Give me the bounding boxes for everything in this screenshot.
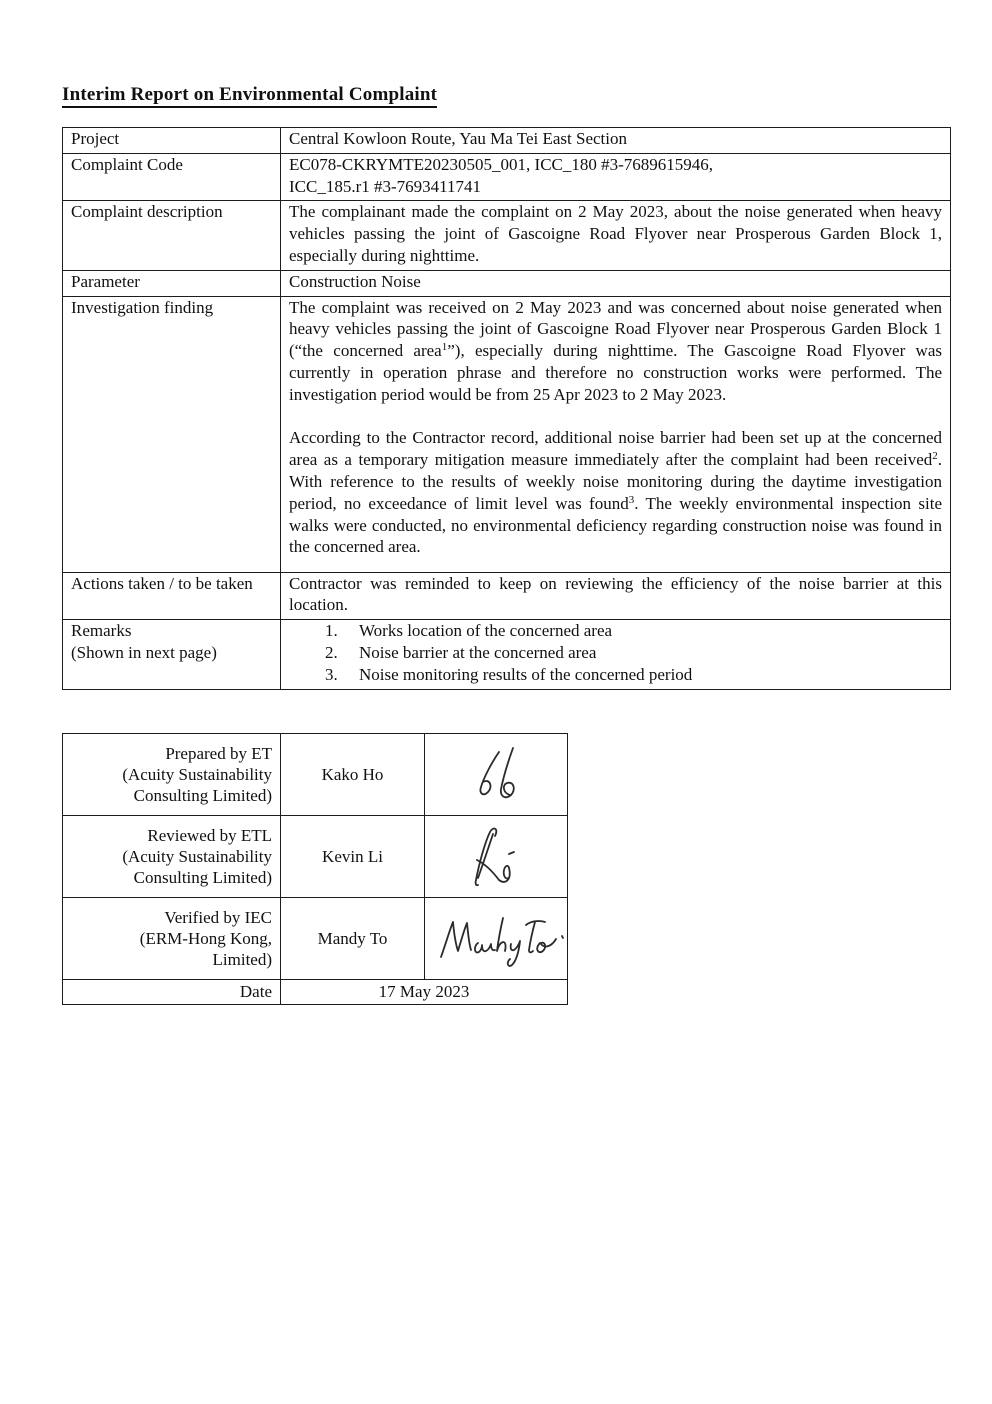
signature-cell xyxy=(425,897,568,979)
signature-table xyxy=(62,733,568,1005)
table-row xyxy=(63,572,951,620)
list-number: 3. xyxy=(325,664,338,684)
paragraph: Contractor was reminded to keep on reviewing the efficiency of the noise barrier at this location. xyxy=(289,573,942,615)
signatory-name: Kevin Li xyxy=(281,815,425,897)
signatory-name: Kako Ho xyxy=(281,733,425,815)
signature-role-label: Reviewed by ETL (Acuity Sustainability Consulting Limited) xyxy=(63,815,281,897)
row-label: Complaint description xyxy=(63,201,281,270)
footnote-marker: 1 xyxy=(441,341,448,354)
row-value xyxy=(281,296,951,572)
row-label: Actions taken / to be taken xyxy=(63,572,281,620)
list-text: Works location of the concerned area xyxy=(359,621,613,641)
page-title: Interim Report on Environmental Complaint xyxy=(62,84,992,106)
list-number: 1. xyxy=(325,621,338,641)
complaint-report-table xyxy=(62,127,951,690)
signature-kevin-li xyxy=(433,820,563,892)
signature-kako-ho xyxy=(436,740,556,808)
row-value xyxy=(281,201,951,270)
paragraph: The complaint was received on 2 May 2023 and was concerned about noise generated when heavy vehicles passing the joint of Gascoigne Road Flyover near Prosperous Garden Block 1 (“the concerned area$^1$”), especially during nighttime. The Gascoigne Road Flyover was currently in operation phrase and therefore no construction works were performed. The investigation period would be from 25 Apr 2023 to 2 May 2023. xyxy=(289,297,942,404)
date-row xyxy=(63,979,568,1004)
list-text: Noise monitoring results of the concerned period xyxy=(359,664,693,684)
signature-cell xyxy=(425,733,568,815)
remarks-list xyxy=(289,620,942,685)
row-label: Remarks (Shown in next page) xyxy=(63,620,281,689)
footnote-marker: 3 xyxy=(628,493,635,506)
row-value: Central Kowloon Route, Yau Ma Tei East Section xyxy=(281,128,951,154)
row-value: Construction Noise xyxy=(281,270,951,296)
signature-row xyxy=(63,733,568,815)
footnote-marker: 2 xyxy=(932,450,938,463)
date-label: Date xyxy=(63,979,281,1004)
date-value: 17 May 2023 xyxy=(281,979,568,1004)
row-label: Project xyxy=(63,128,281,154)
signature-role-label: Verified by IEC (ERM-Hong Kong, Limited) xyxy=(63,897,281,979)
signature-role-label: Prepared by ET (Acuity Sustainability Consulting Limited) xyxy=(63,733,281,815)
table-row xyxy=(63,201,951,270)
row-value xyxy=(281,572,951,620)
table-row xyxy=(63,620,951,689)
list-item xyxy=(325,664,942,686)
list-number: 2. xyxy=(325,642,338,662)
row-value xyxy=(281,620,951,689)
row-label: Complaint Code xyxy=(63,153,281,201)
table-row xyxy=(63,128,951,154)
signature-row xyxy=(63,815,568,897)
row-label: Investigation finding xyxy=(63,296,281,572)
signatory-name: Mandy To xyxy=(281,897,425,979)
table-row xyxy=(63,296,951,572)
table-row xyxy=(63,270,951,296)
signature-mandy-to xyxy=(433,905,567,971)
signature-cell xyxy=(425,815,568,897)
list-item xyxy=(325,642,942,664)
row-value: EC078-CKRYMTE20230505_001, ICC_180 #3-7689615946, ICC_185.r1 #3-7693411741 xyxy=(281,153,951,201)
paragraph: According to the Contractor record, additional noise barrier had been set up at the concerned area as a temporary mitigation measure immediately after the complaint had been received$^2$. With reference to the results of weekly noise monitoring during the daytime investigation period, no exceedance of limit level was found$^3$. The weekly environmental inspection site walks were conducted, no environmental deficiency regarding construction noise was found in the concerned area. xyxy=(289,428,942,557)
paragraph: The complainant made the complaint on 2 May 2023, about the noise generated when heavy vehicles passing the joint of Gascoigne Road Flyover near Prosperous Garden Block 1, especially during nighttime. xyxy=(289,202,942,265)
table-row xyxy=(63,153,951,201)
list-item xyxy=(325,620,942,642)
list-text: Noise barrier at the concerned area xyxy=(359,642,597,662)
signature-row xyxy=(63,897,568,979)
row-label: Parameter xyxy=(63,270,281,296)
